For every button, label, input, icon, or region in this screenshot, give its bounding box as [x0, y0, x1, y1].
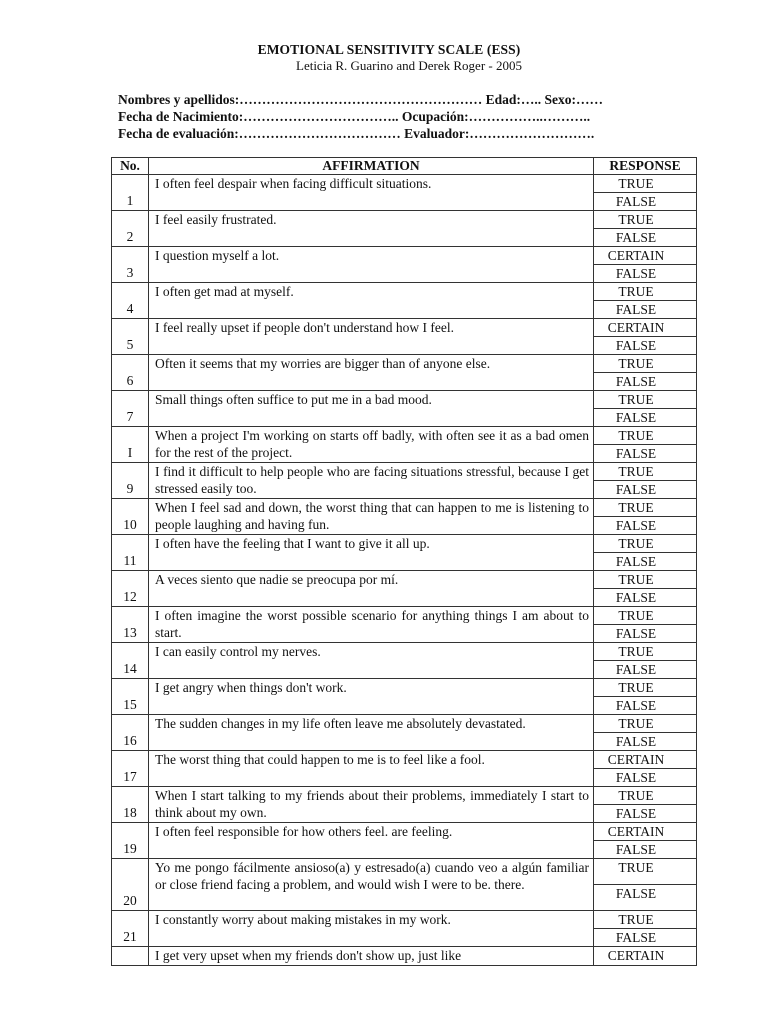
response-cell — [594, 283, 697, 319]
response-cell — [594, 175, 697, 211]
response-option[interactable]: FALSE — [594, 732, 696, 750]
table-row — [112, 427, 697, 463]
table-row — [112, 391, 697, 427]
affirmation-cell — [149, 355, 594, 391]
affirmation-cell — [149, 715, 594, 751]
response-option[interactable]: TRUE — [618, 428, 654, 443]
response-option[interactable]: TRUE — [618, 788, 654, 803]
affirmation-text: I get angry when things don't work. — [155, 680, 347, 695]
response-option[interactable]: FALSE — [594, 300, 696, 318]
affirmation-text: When I feel sad and down, the worst thing that can happen to me is listening to people laughing and having fun. — [155, 500, 589, 532]
response-option[interactable]: TRUE — [618, 680, 654, 695]
table-row — [112, 571, 697, 607]
item-number: 12 — [112, 571, 149, 607]
response-cell — [594, 947, 697, 966]
response-option[interactable]: TRUE — [618, 500, 654, 515]
item-number: 16 — [112, 715, 149, 751]
response-option[interactable]: FALSE — [594, 768, 696, 786]
affirmation-cell — [149, 463, 594, 499]
affirmation-text: I often imagine the worst possible scenario for anything things I am about to start. — [155, 608, 589, 640]
affirmation-text: Small things often suffice to put me in a bad mood. — [155, 392, 432, 407]
affirmation-cell — [149, 535, 594, 571]
response-cell — [594, 247, 697, 283]
affirmation-text: I find it difficult to help people who are facing situations stressful, because I get stressed easily too. — [155, 464, 589, 496]
birthdate-occupation-fields: Fecha de Nacimiento:…………………………….. Ocupación:……………..……….. — [118, 109, 591, 124]
response-cell — [594, 823, 697, 859]
affirmation-text: I feel easily frustrated. — [155, 212, 277, 227]
affirmation-cell — [149, 427, 594, 463]
affirmation-cell — [149, 607, 594, 643]
response-option[interactable]: TRUE — [618, 356, 654, 371]
table-row — [112, 787, 697, 823]
response-option[interactable]: TRUE — [618, 176, 654, 191]
item-number — [112, 947, 149, 966]
affirmation-text: I often feel despair when facing difficult situations. — [155, 176, 432, 191]
response-cell — [594, 571, 697, 607]
document-title: EMOTIONAL SENSITIVITY SCALE (ESS) — [257, 42, 521, 57]
response-cell — [594, 499, 697, 535]
affirmation-cell — [149, 643, 594, 679]
response-option[interactable]: FALSE — [594, 192, 696, 210]
item-number: 14 — [112, 643, 149, 679]
response-option[interactable]: TRUE — [618, 716, 654, 731]
affirmation-text: The sudden changes in my life often leave me absolutely devastated. — [155, 716, 526, 731]
item-number: 21 — [112, 911, 149, 947]
affirmation-text: I question myself a lot. — [155, 248, 280, 263]
affirmation-cell — [149, 319, 594, 355]
affirmation-text: The worst thing that could happen to me is to feel like a fool. — [155, 752, 485, 767]
item-number: 5 — [112, 319, 149, 355]
item-number: 3 — [112, 247, 149, 283]
response-option[interactable]: FALSE — [594, 516, 696, 534]
affirmation-cell — [149, 947, 594, 966]
affirmation-cell — [149, 499, 594, 535]
response-option[interactable]: TRUE — [618, 572, 654, 587]
item-number: 15 — [112, 679, 149, 715]
response-option[interactable]: TRUE — [618, 608, 654, 623]
response-cell — [594, 355, 697, 391]
evaluation-date-evaluator-fields: Fecha de evaluación:……………………………… Evaluador:………………………. — [118, 126, 595, 141]
response-cell — [594, 463, 697, 499]
response-option[interactable]: CERTAIN — [607, 948, 665, 963]
affirmation-text: Often it seems that my worries are bigger than of anyone else. — [155, 356, 491, 371]
affirmation-text: A veces siento que nadie se preocupa por mí. — [155, 572, 399, 587]
affirmation-text: I often have the feeling that I want to give it all up. — [155, 536, 430, 551]
affirmation-cell — [149, 391, 594, 427]
column-header-affirmation: AFFIRMATION — [149, 158, 594, 175]
table-row — [112, 175, 697, 211]
name-age-sex-fields: Nombres y apellidos:……………………………………………… Edad:….. Sexo:…… — [118, 92, 604, 107]
item-number: 9 — [112, 463, 149, 499]
response-cell — [594, 319, 697, 355]
response-option[interactable]: TRUE — [618, 912, 654, 927]
table-row — [112, 607, 697, 643]
response-option[interactable]: FALSE — [594, 408, 696, 426]
item-number: I — [112, 427, 149, 463]
response-option[interactable]: FALSE — [594, 588, 696, 606]
affirmation-cell — [149, 859, 594, 911]
table-row — [112, 463, 697, 499]
response-option[interactable]: FALSE — [594, 444, 696, 462]
response-option[interactable]: FALSE — [594, 696, 696, 714]
response-option[interactable]: FALSE — [594, 660, 696, 678]
table-row — [112, 947, 697, 966]
response-option[interactable]: TRUE — [618, 212, 654, 227]
affirmation-text: I constantly worry about making mistakes in my work. — [155, 912, 451, 927]
response-option[interactable]: FALSE — [594, 928, 696, 946]
table-row — [112, 319, 697, 355]
response-option[interactable]: FALSE — [594, 804, 696, 822]
response-option[interactable]: TRUE — [618, 392, 654, 407]
item-number: 19 — [112, 823, 149, 859]
item-number: 20 — [112, 859, 149, 911]
item-number: 4 — [112, 283, 149, 319]
affirmation-cell — [149, 283, 594, 319]
response-option[interactable]: FALSE — [594, 480, 696, 498]
affirmation-cell — [149, 571, 594, 607]
item-number: 1 — [112, 175, 149, 211]
table-row — [112, 535, 697, 571]
affirmation-text: I can easily control my nerves. — [155, 644, 321, 659]
response-option[interactable]: FALSE — [594, 228, 696, 246]
affirmation-cell — [149, 211, 594, 247]
affirmation-text: When a project I'm working on starts off badly, with often see it as a bad omen for the rest of the project. — [155, 428, 589, 460]
response-option[interactable]: FALSE — [594, 336, 696, 354]
table-body — [112, 175, 697, 966]
affirmation-text: I often get mad at myself. — [155, 284, 294, 299]
response-cell — [594, 751, 697, 787]
table-row — [112, 355, 697, 391]
item-number: 6 — [112, 355, 149, 391]
column-header-response: RESPONSE — [594, 158, 697, 175]
response-cell — [594, 911, 697, 947]
response-cell — [594, 535, 697, 571]
response-option[interactable]: TRUE — [618, 536, 654, 551]
table-row — [112, 499, 697, 535]
affirmation-cell — [149, 823, 594, 859]
response-option[interactable]: TRUE — [618, 644, 654, 659]
table-row — [112, 859, 697, 911]
response-option[interactable]: CERTAIN — [607, 824, 665, 839]
table-row — [112, 247, 697, 283]
response-option[interactable]: CERTAIN — [607, 320, 665, 335]
response-cell — [594, 787, 697, 823]
table-row — [112, 643, 697, 679]
response-option[interactable]: FALSE — [594, 372, 696, 390]
item-number: 2 — [112, 211, 149, 247]
document-authors: Leticia R. Guarino and Derek Roger - 2005 — [296, 58, 522, 73]
affirmation-cell — [149, 247, 594, 283]
item-number: 18 — [112, 787, 149, 823]
item-number: 13 — [112, 607, 149, 643]
response-option[interactable]: FALSE — [594, 624, 696, 642]
item-number: 17 — [112, 751, 149, 787]
affirmation-cell — [149, 175, 594, 211]
response-option[interactable]: FALSE — [594, 840, 696, 858]
response-option[interactable]: TRUE — [618, 860, 654, 875]
table-row — [112, 211, 697, 247]
table-row — [112, 911, 697, 947]
response-cell — [594, 859, 697, 911]
table-row — [112, 283, 697, 319]
affirmation-cell — [149, 911, 594, 947]
table-row — [112, 823, 697, 859]
response-option[interactable]: CERTAIN — [607, 248, 665, 263]
response-cell — [594, 679, 697, 715]
response-option[interactable]: TRUE — [618, 284, 654, 299]
ess-questionnaire-table — [111, 157, 697, 966]
affirmation-text: I get very upset when my friends don't show up, just like — [155, 948, 462, 963]
affirmation-cell — [149, 751, 594, 787]
item-number: 7 — [112, 391, 149, 427]
response-cell — [594, 643, 697, 679]
table-header-row — [112, 158, 697, 175]
response-option[interactable]: TRUE — [618, 464, 654, 479]
response-option[interactable]: FALSE — [594, 264, 696, 282]
affirmation-text: I often feel responsible for how others feel. are feeling. — [155, 824, 453, 839]
response-option[interactable]: FALSE — [594, 552, 696, 570]
affirmation-text: I feel really upset if people don't understand how I feel. — [155, 320, 454, 335]
response-cell — [594, 211, 697, 247]
response-option[interactable]: CERTAIN — [607, 752, 665, 767]
affirmation-cell — [149, 787, 594, 823]
table-row — [112, 715, 697, 751]
response-cell — [594, 607, 697, 643]
column-header-no: No. — [112, 158, 149, 175]
table-row — [112, 679, 697, 715]
response-cell — [594, 427, 697, 463]
affirmation-text: Yo me pongo fácilmente ansioso(a) y estresado(a) cuando veo a algún familiar or close friend facing a problem, and would wish I were to be. there. — [155, 860, 589, 892]
affirmation-cell — [149, 679, 594, 715]
affirmation-text: When I start talking to my friends about their problems, immediately I start to think about my own. — [155, 788, 589, 820]
response-option[interactable]: FALSE — [594, 884, 696, 910]
response-cell — [594, 391, 697, 427]
table-row — [112, 751, 697, 787]
response-cell — [594, 715, 697, 751]
item-number: 10 — [112, 499, 149, 535]
item-number: 11 — [112, 535, 149, 571]
